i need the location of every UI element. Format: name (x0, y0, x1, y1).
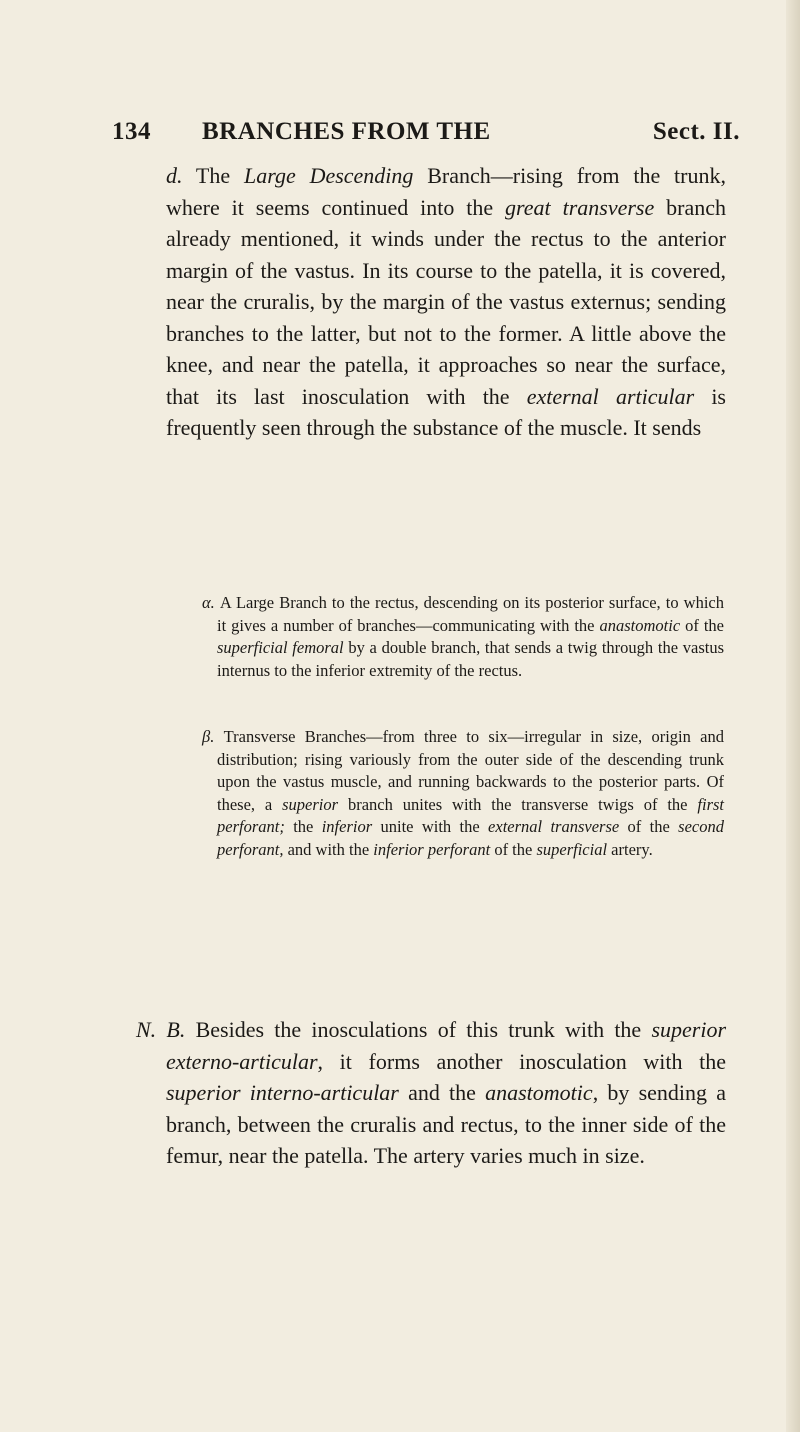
italic-term: superior externo-articular (166, 1017, 726, 1074)
text-run: The (182, 163, 244, 188)
italic-term: first perforant; (217, 794, 725, 837)
italic-term: inferior (321, 817, 373, 837)
italic-term: great transverse (505, 194, 655, 220)
text-run: Transverse Branches—from three to six—irregular in size, origin and distribution; rising variously from the outer side of the descending trunk upon the vastus muscle, and running backwards to the posterior parts. Of these, a (214, 727, 724, 814)
italic-term: inferior perforant (373, 839, 491, 859)
text-run: branch unites with the transverse twigs of the (338, 794, 698, 814)
italic-term: superior (282, 794, 339, 814)
subparagraph-marker: α. (202, 593, 215, 612)
paragraph-marker: d. (166, 163, 183, 188)
italic-term: external articular (526, 383, 695, 409)
text-run: of the (680, 615, 724, 635)
subparagraph-alpha (202, 592, 724, 682)
text-run: , it forms another inosculation with the (317, 1048, 726, 1074)
text-run: the (284, 817, 322, 837)
italic-term: Large Descending (243, 163, 414, 188)
text-run: is frequently seen through the substance of the muscle. It sends (166, 383, 726, 440)
text-run: by a double branch, that sends a twig through the vastus internus to the inferior extremity of the rectus. (217, 638, 724, 680)
subparagraph-beta-text (202, 726, 724, 862)
text-run: Branch—rising from the trunk, where it seems continued into the (166, 163, 726, 220)
paragraph-d (166, 160, 726, 444)
italic-term: superficial (536, 839, 608, 859)
text-run: of the (490, 839, 537, 859)
running-title: BRANCHES FROM THE (202, 118, 491, 145)
page-header (112, 118, 740, 154)
italic-term: external transverse (488, 817, 620, 837)
text-run: and the (398, 1080, 486, 1105)
text-run: A Large Branch to the rectus, descending on its posterior surface, to which it gives a number of branches—communicating with the (214, 593, 724, 635)
paragraph-d-text (166, 160, 726, 444)
page-number: 134 (112, 118, 151, 145)
italic-term: anastomotic (485, 1080, 593, 1105)
text-run: branch already mentioned, it winds under the rectus to the anterior margin of the vastus. In its course to the patella, it is covered, near the cruralis, by the margin of the vastus externus; sending branches to the latter, but not to the former. A little above the knee, and near the patella, it approaches so near the surface, that its last inosculation with the (166, 194, 726, 409)
italic-term: superficial femoral (217, 638, 344, 658)
section-label: Sect. II. (652, 118, 740, 145)
subparagraph-beta (202, 726, 724, 862)
text-run: Besides the inosculations of this trunk with the (185, 1017, 652, 1042)
text-run: artery. (607, 839, 653, 859)
text-run: unite with the (372, 817, 489, 837)
paragraph-nota-bene-text (136, 1014, 726, 1172)
text-run: and with the (283, 839, 374, 859)
subparagraph-marker: β. (202, 727, 215, 746)
italic-term: superior interno-articular (166, 1080, 399, 1105)
text-run: , by sending a branch, between the cruralis and rectus, to the inner side of the femur, near the patella. The artery varies much in size. (166, 1080, 726, 1168)
italic-term: anastomotic (599, 615, 681, 635)
italic-term: second perforant, (217, 817, 724, 859)
page-edge (786, 0, 800, 1432)
text-run: of the (619, 817, 679, 837)
paragraph-nota-bene (136, 1014, 726, 1172)
subparagraph-alpha-text (202, 592, 724, 682)
nota-bene-marker: N. B. (136, 1017, 186, 1042)
